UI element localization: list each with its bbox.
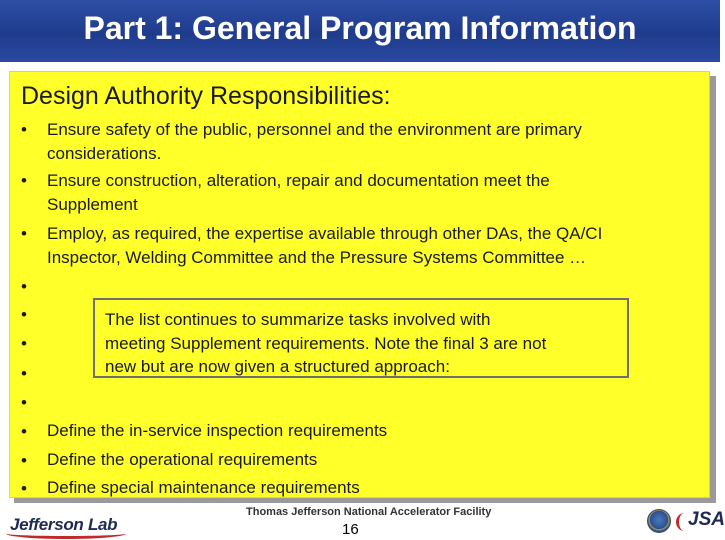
bullet-line: Ensure construction, alteration, repair and documentation meet the [47,171,550,190]
bullet-line: Ensure safety of the public, personnel and the environment are primary [47,120,582,139]
slide-title: Part 1: General Program Information [83,10,637,46]
bullet-item-3 [47,222,707,270]
bullet-line: Inspector, Welding Committee and the Pressure Systems Committee … [47,248,587,267]
logo-text: Jefferson Lab [10,515,118,534]
jsa-logo-text: JSA [688,509,725,530]
bullet-marker: • [21,393,27,412]
content-panel [9,71,710,498]
bullet-marker: • [21,171,27,190]
bullet-item-9: Define the in-service inspection requirements [47,421,388,440]
bullet-marker: • [21,334,27,353]
jefferson-lab-logo [2,511,132,537]
callout-line: new but are now given a structured approach: [105,357,450,376]
bullet-marker: • [21,277,27,296]
bullet-marker: • [21,364,27,383]
jsa-logo [676,507,725,537]
bullet-line: considerations. [47,144,162,163]
page-number: 16 [342,521,359,538]
callout-line: meeting Supplement requirements. Note the final 3 are not [105,333,547,353]
bullet-item-10: Define the operational requirements [47,450,318,469]
bullet-line: Supplement [47,195,138,214]
bullet-marker: • [21,305,27,324]
bullet-marker: • [21,120,27,139]
doe-seal-icon [647,509,671,533]
section-subtitle: Design Authority Responsibilities: [21,82,391,110]
callout-box [93,298,629,378]
facility-name: Thomas Jefferson National Accelerator Facility [246,506,492,518]
bullet-marker: • [21,224,27,243]
bullet-item-2 [47,169,707,217]
title-bar [0,0,720,62]
footer [0,503,725,540]
bullet-marker: • [21,479,27,498]
callout-line: The list continues to summarize tasks involved with [105,310,491,329]
bullet-item-11: Define special maintenance requirements [47,478,360,497]
bullet-marker: • [21,422,27,441]
bullet-marker: • [21,451,27,470]
callout-text [105,308,625,379]
bullet-line: Employ, as required, the expertise available through other DAs, the QA/CI [47,224,603,243]
bullet-item-1 [47,118,707,166]
